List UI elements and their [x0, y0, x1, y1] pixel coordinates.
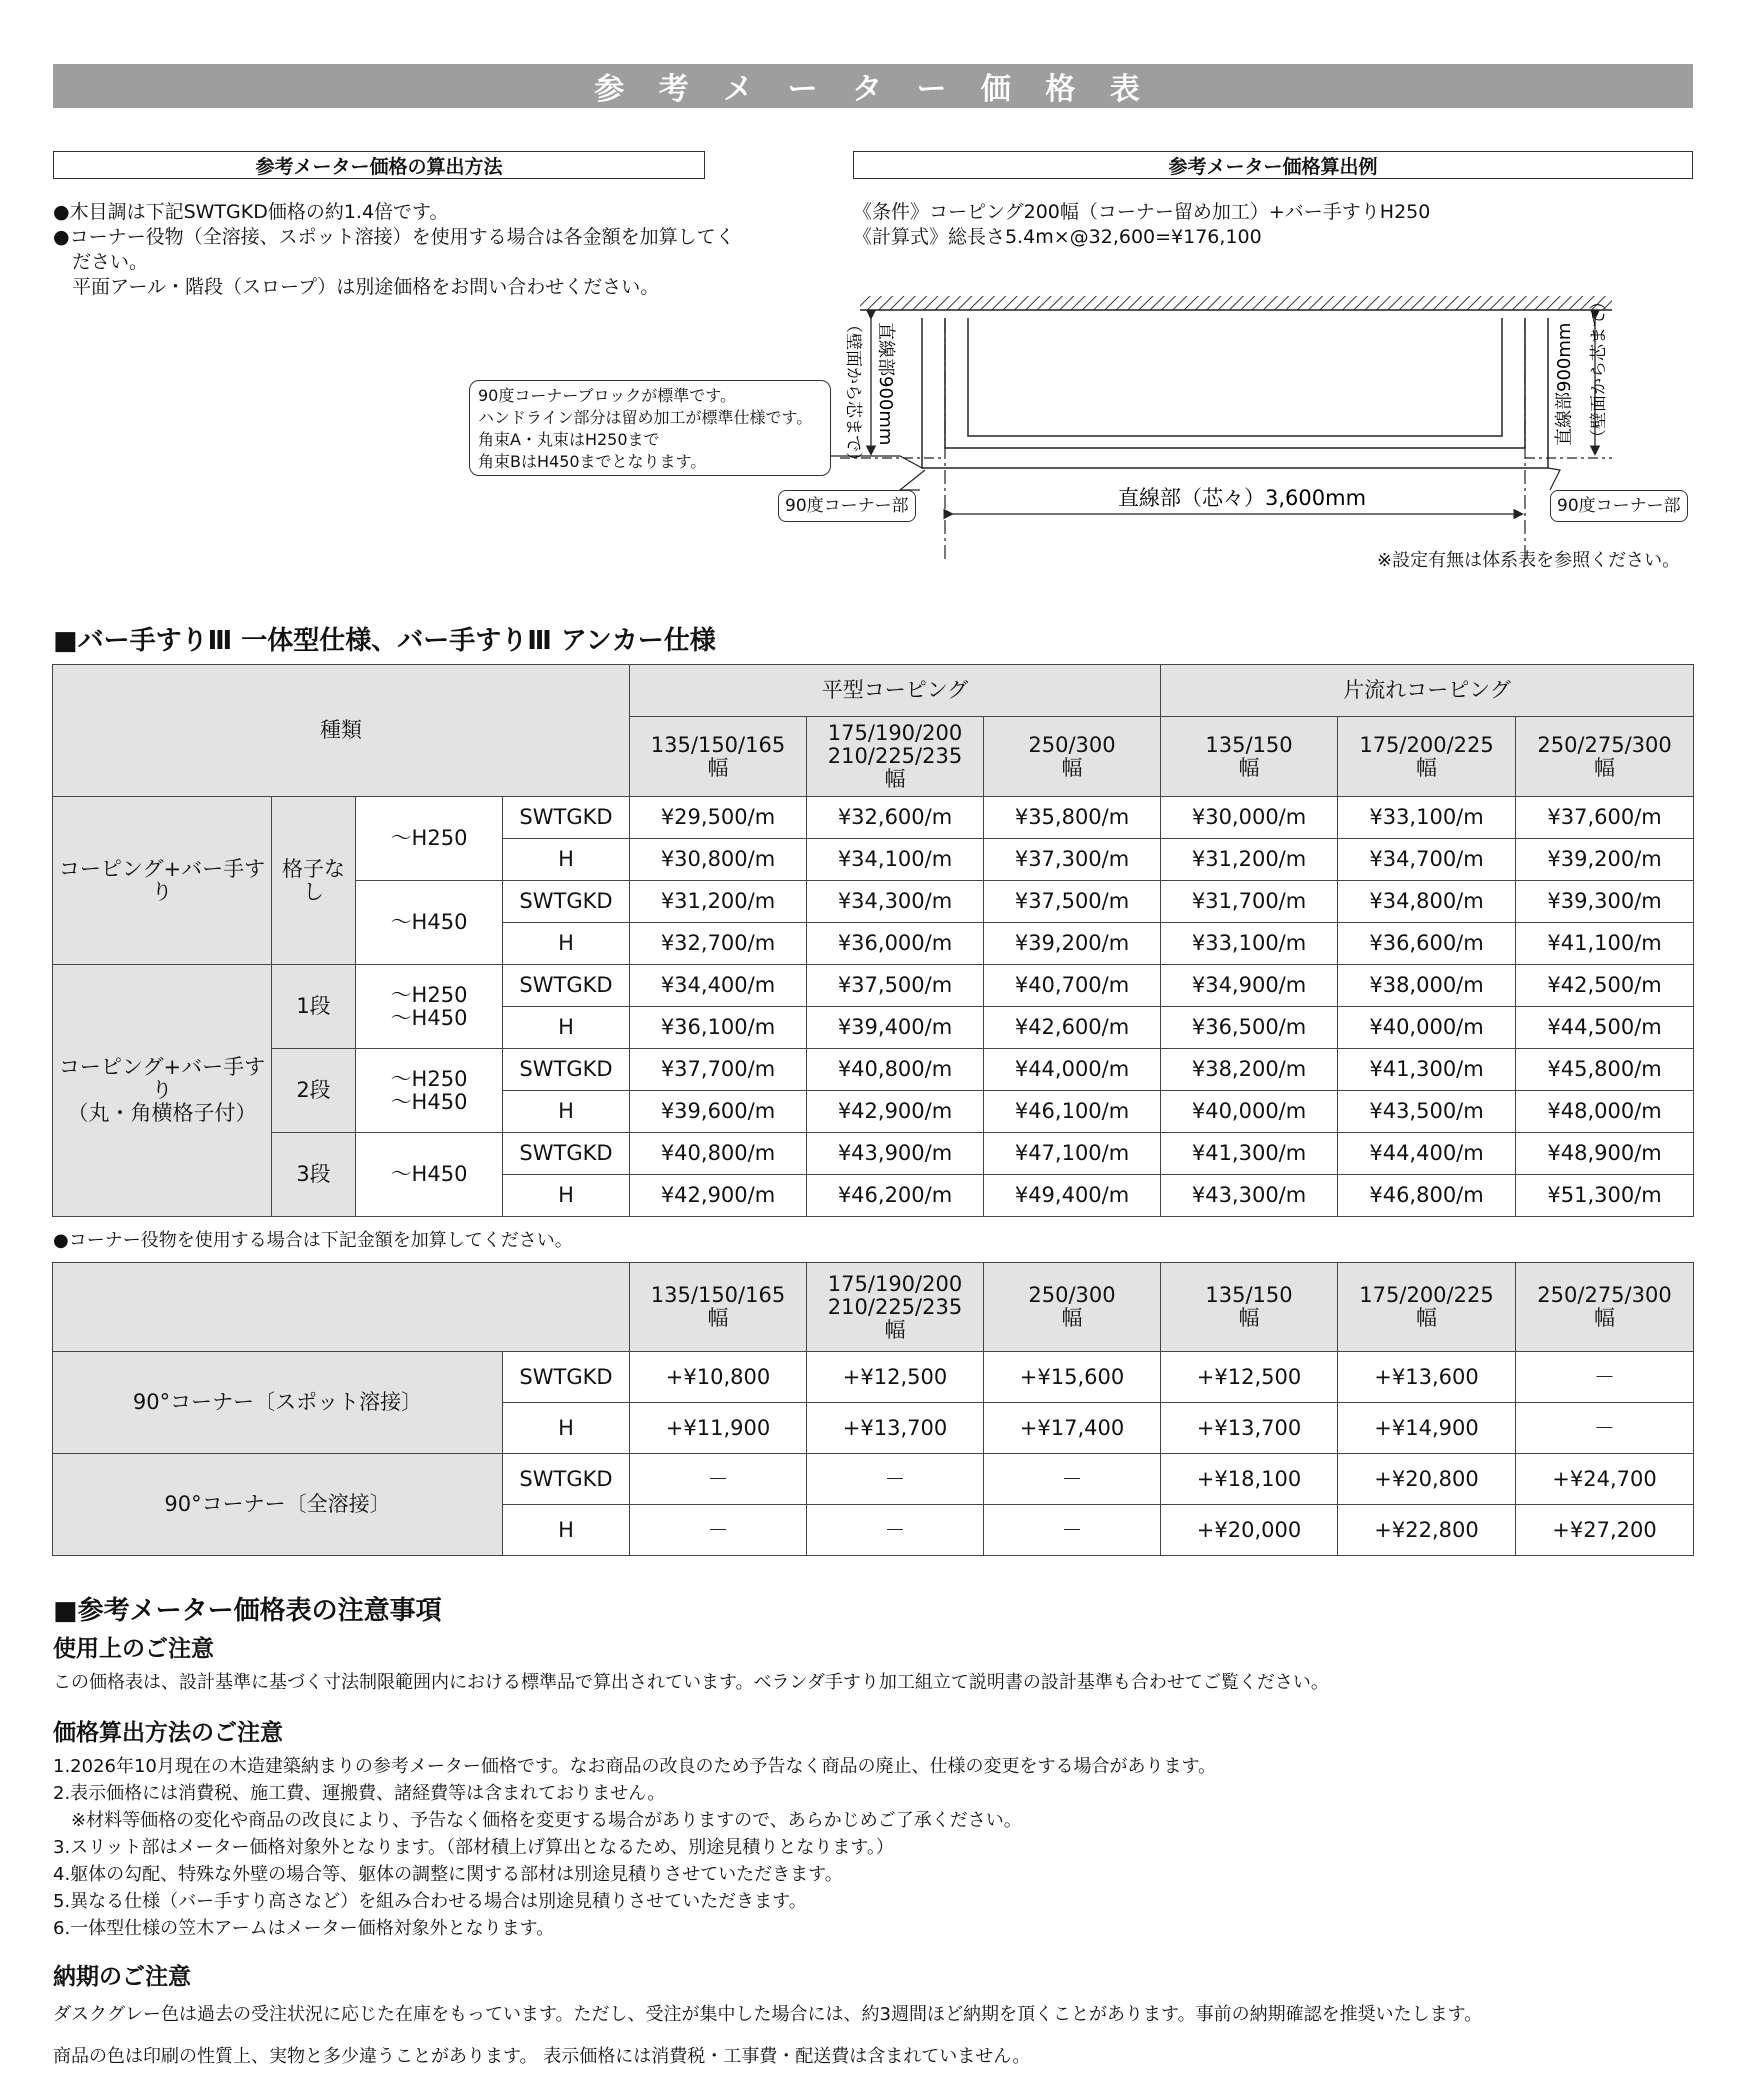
height-cell: ～H250 ～H450	[356, 1049, 503, 1133]
price-cell: ¥39,200/m	[984, 923, 1161, 965]
calc-title: 価格算出方法のご注意	[53, 1720, 283, 1746]
callout-box	[469, 380, 831, 476]
table-row	[53, 1049, 1694, 1091]
price-cell: ¥37,700/m	[630, 1049, 807, 1091]
width-header: 175/200/225 幅	[1338, 717, 1516, 797]
price-cell: ¥34,400/m	[630, 965, 807, 1007]
price-cell: ¥31,200/m	[630, 881, 807, 923]
material-cell: SWTGKD	[503, 1352, 630, 1403]
price-cell: ¥40,000/m	[1161, 1091, 1338, 1133]
width-header: 135/150 幅	[1161, 717, 1338, 797]
price-cell: ¥36,500/m	[1161, 1007, 1338, 1049]
price-cell: +¥10,800	[630, 1352, 807, 1403]
height-cell: ～H450	[356, 1133, 503, 1217]
price-cell: ¥46,800/m	[1338, 1175, 1516, 1217]
width-header: 250/275/300 幅	[1516, 1263, 1694, 1352]
price-cell: ¥39,400/m	[807, 1007, 984, 1049]
price-cell: ¥39,200/m	[1516, 839, 1694, 881]
price-cell: ¥42,600/m	[984, 1007, 1161, 1049]
calc-line: 3.スリット部はメーター価格対象外となります。（部材積上げ算出となるため、別途見積りとなります。）	[53, 1837, 894, 1858]
example-formula: 《計算式》総長さ5.4m×@32,600=¥176,100	[853, 226, 1262, 248]
table1-section-title: ■バー手すりⅢ 一体型仕様、バー手すりⅢ アンカー仕様	[53, 626, 716, 656]
price-cell: ¥36,000/m	[807, 923, 984, 965]
calc-line: 6.一体型仕様の笠木アームはメーター価格対象外となります。	[53, 1918, 555, 1939]
group-b-label: コーピング+バー手すり （丸・角横格子付）	[53, 965, 272, 1217]
price-cell: ¥51,300/m	[1516, 1175, 1694, 1217]
material-cell: H	[503, 839, 630, 881]
coping-inner2	[968, 318, 1502, 436]
table-row	[53, 1454, 1694, 1505]
material-cell: H	[503, 1505, 630, 1556]
coping-outer	[922, 318, 1548, 468]
callout-line: 90度コーナーブロックが標準です。	[478, 386, 736, 405]
page-title-banner: 参 考 メ ー タ ー 価 格 表	[53, 64, 1693, 108]
price-cell: ¥44,500/m	[1516, 1007, 1694, 1049]
material-cell: H	[503, 1403, 630, 1454]
price-cell: +¥20,000	[1161, 1505, 1338, 1556]
width-header: 175/200/225 幅	[1338, 1263, 1516, 1352]
method-line: ●コーナー役物（全溶接、スポット溶接）を使用する場合は各金額を加算してく	[53, 226, 735, 248]
width-header: 250/300 幅	[984, 717, 1161, 797]
price-cell: ¥48,900/m	[1516, 1133, 1694, 1175]
width-header: 250/275/300 幅	[1516, 717, 1694, 797]
width-header: 135/150 幅	[1161, 1263, 1338, 1352]
price-cell: ¥42,900/m	[630, 1175, 807, 1217]
price-cell: ¥29,500/m	[630, 797, 807, 839]
price-cell: ¥49,400/m	[984, 1175, 1161, 1217]
price-cell: ¥47,100/m	[984, 1133, 1161, 1175]
price-cell: ¥38,000/m	[1338, 965, 1516, 1007]
price-cell: +¥17,400	[984, 1403, 1161, 1454]
price-cell: ¥34,300/m	[807, 881, 984, 923]
material-cell: H	[503, 1007, 630, 1049]
corner-table-blank-header	[53, 1263, 630, 1352]
type-header: 種類	[53, 665, 630, 797]
price-cell: ¥44,000/m	[984, 1049, 1161, 1091]
price-cell: ¥32,700/m	[630, 923, 807, 965]
price-cell: －	[984, 1505, 1161, 1556]
price-cell: ¥40,000/m	[1338, 1007, 1516, 1049]
price-cell: ¥33,100/m	[1338, 797, 1516, 839]
corner-label-left: 90度コーナー部	[778, 490, 916, 522]
price-cell: ¥43,300/m	[1161, 1175, 1338, 1217]
calc-line: 2.表示価格には消費税、施工費、運搬費、諸経費等は含まれておりません。	[53, 1783, 666, 1804]
material-cell: H	[503, 923, 630, 965]
price-cell: +¥15,600	[984, 1352, 1161, 1403]
wall-label-right: （壁面から芯まで）	[1589, 293, 1609, 446]
price-cell: ¥43,500/m	[1338, 1091, 1516, 1133]
price-cell: －	[807, 1454, 984, 1505]
price-cell: ¥34,700/m	[1338, 839, 1516, 881]
height-cell: ～H250	[356, 797, 503, 881]
width-header: 175/190/200 210/225/235 幅	[807, 717, 984, 797]
price-cell: +¥13,600	[1338, 1352, 1516, 1403]
calc-line: 1.2026年10月現在の木造建築納まりの参考メーター価格です。なお商品の改良のため予告なく商品の廃止、仕様の変更をする場合があります。	[53, 1756, 1217, 1777]
stage-cell: 1段	[272, 965, 356, 1049]
calc-line: 4.躯体の勾配、特殊な外壁の場合等、躯体の調整に関する部材は別途見積りさせていただきます。	[53, 1864, 843, 1885]
price-cell: ¥35,800/m	[984, 797, 1161, 839]
price-cell: ¥41,300/m	[1338, 1049, 1516, 1091]
price-cell: ¥45,800/m	[1516, 1049, 1694, 1091]
price-cell: +¥12,500	[1161, 1352, 1338, 1403]
table-row	[53, 965, 1694, 1007]
method-line: 平面アール・階段（スロープ）は別途価格をお問い合わせください。	[53, 276, 660, 298]
footer-text: 商品の色は印刷の性質上、実物と多少違うことがあります。 表示価格には消費税・工事費・配送費は含まれていません。	[53, 2046, 1031, 2067]
price-cell: ¥36,600/m	[1338, 923, 1516, 965]
price-cell: ¥30,800/m	[630, 839, 807, 881]
price-cell: －	[807, 1505, 984, 1556]
price-cell: +¥12,500	[807, 1352, 984, 1403]
material-cell: SWTGKD	[503, 1454, 630, 1505]
stage-cell: 3段	[272, 1133, 356, 1217]
price-cell: ¥42,900/m	[807, 1091, 984, 1133]
table-row	[53, 1352, 1694, 1403]
price-cell: ¥31,700/m	[1161, 881, 1338, 923]
price-cell: ¥40,800/m	[807, 1049, 984, 1091]
material-cell: SWTGKD	[503, 965, 630, 1007]
method-line: ださい。	[53, 251, 149, 273]
delivery-title: 納期のご注意	[53, 1964, 191, 1990]
price-cell: ¥37,300/m	[984, 839, 1161, 881]
group-flat-header: 平型コーピング	[630, 665, 1161, 717]
price-cell: +¥24,700	[1516, 1454, 1694, 1505]
price-cell: ¥37,500/m	[807, 965, 984, 1007]
material-cell: SWTGKD	[503, 797, 630, 839]
price-cell: ¥41,300/m	[1161, 1133, 1338, 1175]
group-slope-header: 片流れコーピング	[1161, 665, 1694, 717]
usage-title: 使用上のご注意	[53, 1636, 214, 1662]
price-cell: ¥44,400/m	[1338, 1133, 1516, 1175]
price-cell: +¥22,800	[1338, 1505, 1516, 1556]
group-a-sub: 格子なし	[272, 797, 356, 965]
coping-inner	[945, 318, 1525, 448]
price-cell: －	[630, 1454, 807, 1505]
usage-text: この価格表は、設計基準に基づく寸法制限範囲内における標準品で算出されています。ベランダ手すり加工組立て説明書の設計基準も合わせてご覧ください。	[53, 1672, 1329, 1693]
table-row	[53, 1133, 1694, 1175]
material-cell: H	[503, 1091, 630, 1133]
notes-section-title: ■参考メーター価格表の注意事項	[53, 1596, 442, 1626]
price-cell: －	[1516, 1403, 1694, 1454]
price-cell: +¥27,200	[1516, 1505, 1694, 1556]
price-cell: +¥13,700	[807, 1403, 984, 1454]
diagram-footnote: ※設定有無は体系表を参照ください。	[1377, 550, 1681, 571]
corner-note: ●コーナー役物を使用する場合は下記金額を加算してください。	[53, 1230, 573, 1251]
price-cell: ¥31,200/m	[1161, 839, 1338, 881]
price-cell: ¥43,900/m	[807, 1133, 984, 1175]
callout-line: 角束A・丸束はH250まで	[478, 430, 660, 449]
price-cell: ¥46,200/m	[807, 1175, 984, 1217]
table-row	[53, 797, 1694, 839]
price-cell: +¥14,900	[1338, 1403, 1516, 1454]
calc-line: ※材料等価格の変化や商品の改良により、予告なく価格を変更する場合がありますので、あらかじめご了承ください。	[53, 1810, 1022, 1831]
full-weld-label: 90°コーナー〔全溶接〕	[53, 1454, 503, 1556]
material-cell: H	[503, 1175, 630, 1217]
wall-label-left: （壁面から芯まで）	[843, 316, 863, 469]
price-cell: ¥40,700/m	[984, 965, 1161, 1007]
price-cell: ¥48,000/m	[1516, 1091, 1694, 1133]
corner-price-table	[52, 1262, 1694, 1556]
width-header: 250/300 幅	[984, 1263, 1161, 1352]
spot-weld-label: 90°コーナー〔スポット溶接〕	[53, 1352, 503, 1454]
height-cell: ～H450	[356, 881, 503, 965]
material-cell: SWTGKD	[503, 881, 630, 923]
price-cell: ¥30,000/m	[1161, 797, 1338, 839]
width-header: 135/150/165 幅	[630, 1263, 807, 1352]
callout-line: ハンドライン部分は留め加工が標準仕様です。	[478, 408, 813, 427]
group-a-label: コーピング+バー手すり	[53, 797, 272, 965]
price-cell: +¥20,800	[1338, 1454, 1516, 1505]
width-header: 175/190/200 210/225/235 幅	[807, 1263, 984, 1352]
price-cell: +¥18,100	[1161, 1454, 1338, 1505]
price-cell: ¥39,600/m	[630, 1091, 807, 1133]
price-cell: ¥37,600/m	[1516, 797, 1694, 839]
price-cell: ¥36,100/m	[630, 1007, 807, 1049]
straight-side-label-right: 直線部900mm	[1554, 322, 1575, 446]
callout-line: 角束BはH450までとなります。	[478, 452, 707, 471]
price-cell: ¥40,800/m	[630, 1133, 807, 1175]
price-cell: －	[630, 1505, 807, 1556]
price-cell: ¥41,100/m	[1516, 923, 1694, 965]
price-cell: ¥37,500/m	[984, 881, 1161, 923]
wall-hatch	[860, 296, 1612, 310]
price-cell: ¥33,100/m	[1161, 923, 1338, 965]
calc-line: 5.異なる仕様（バー手すり高さなど）を組み合わせる場合は別途見積りさせていただきます。	[53, 1891, 807, 1912]
price-cell: +¥11,900	[630, 1403, 807, 1454]
price-cell: ¥38,200/m	[1161, 1049, 1338, 1091]
price-table-main	[52, 664, 1694, 1217]
example-heading: 参考メーター価格算出例	[853, 151, 1693, 179]
material-cell: SWTGKD	[503, 1049, 630, 1091]
delivery-text: ダスクグレー色は過去の受注状況に応じた在庫をもっています。ただし、受注が集中した場合には、約3週間ほど納期を頂くことがあります。事前の納期確認を推奨いたします。	[53, 2004, 1483, 2025]
price-cell: ¥46,100/m	[984, 1091, 1161, 1133]
price-cell: －	[1516, 1352, 1694, 1403]
stage-cell: 2段	[272, 1049, 356, 1133]
price-cell: +¥13,700	[1161, 1403, 1338, 1454]
method-line: ●木目調は下記SWTGKD価格の約1.4倍です。	[53, 201, 449, 223]
method-heading: 参考メーター価格の算出方法	[53, 151, 705, 179]
example-condition: 《条件》コーピング200幅（コーナー留め加工）+バー手すりH250	[853, 201, 1431, 223]
corner-label-right: 90度コーナー部	[1550, 490, 1688, 522]
price-cell: ¥39,300/m	[1516, 881, 1694, 923]
straight-side-label-left: 直線部900mm	[875, 322, 896, 446]
price-cell: ¥34,100/m	[807, 839, 984, 881]
straight-bottom-label: 直線部（芯々）3,600mm	[1118, 486, 1367, 510]
price-cell: ¥42,500/m	[1516, 965, 1694, 1007]
price-cell: ¥34,900/m	[1161, 965, 1338, 1007]
width-header: 135/150/165 幅	[630, 717, 807, 797]
price-cell: －	[984, 1454, 1161, 1505]
material-cell: SWTGKD	[503, 1133, 630, 1175]
price-cell: ¥32,600/m	[807, 797, 984, 839]
height-cell: ～H250 ～H450	[356, 965, 503, 1049]
price-cell: ¥34,800/m	[1338, 881, 1516, 923]
